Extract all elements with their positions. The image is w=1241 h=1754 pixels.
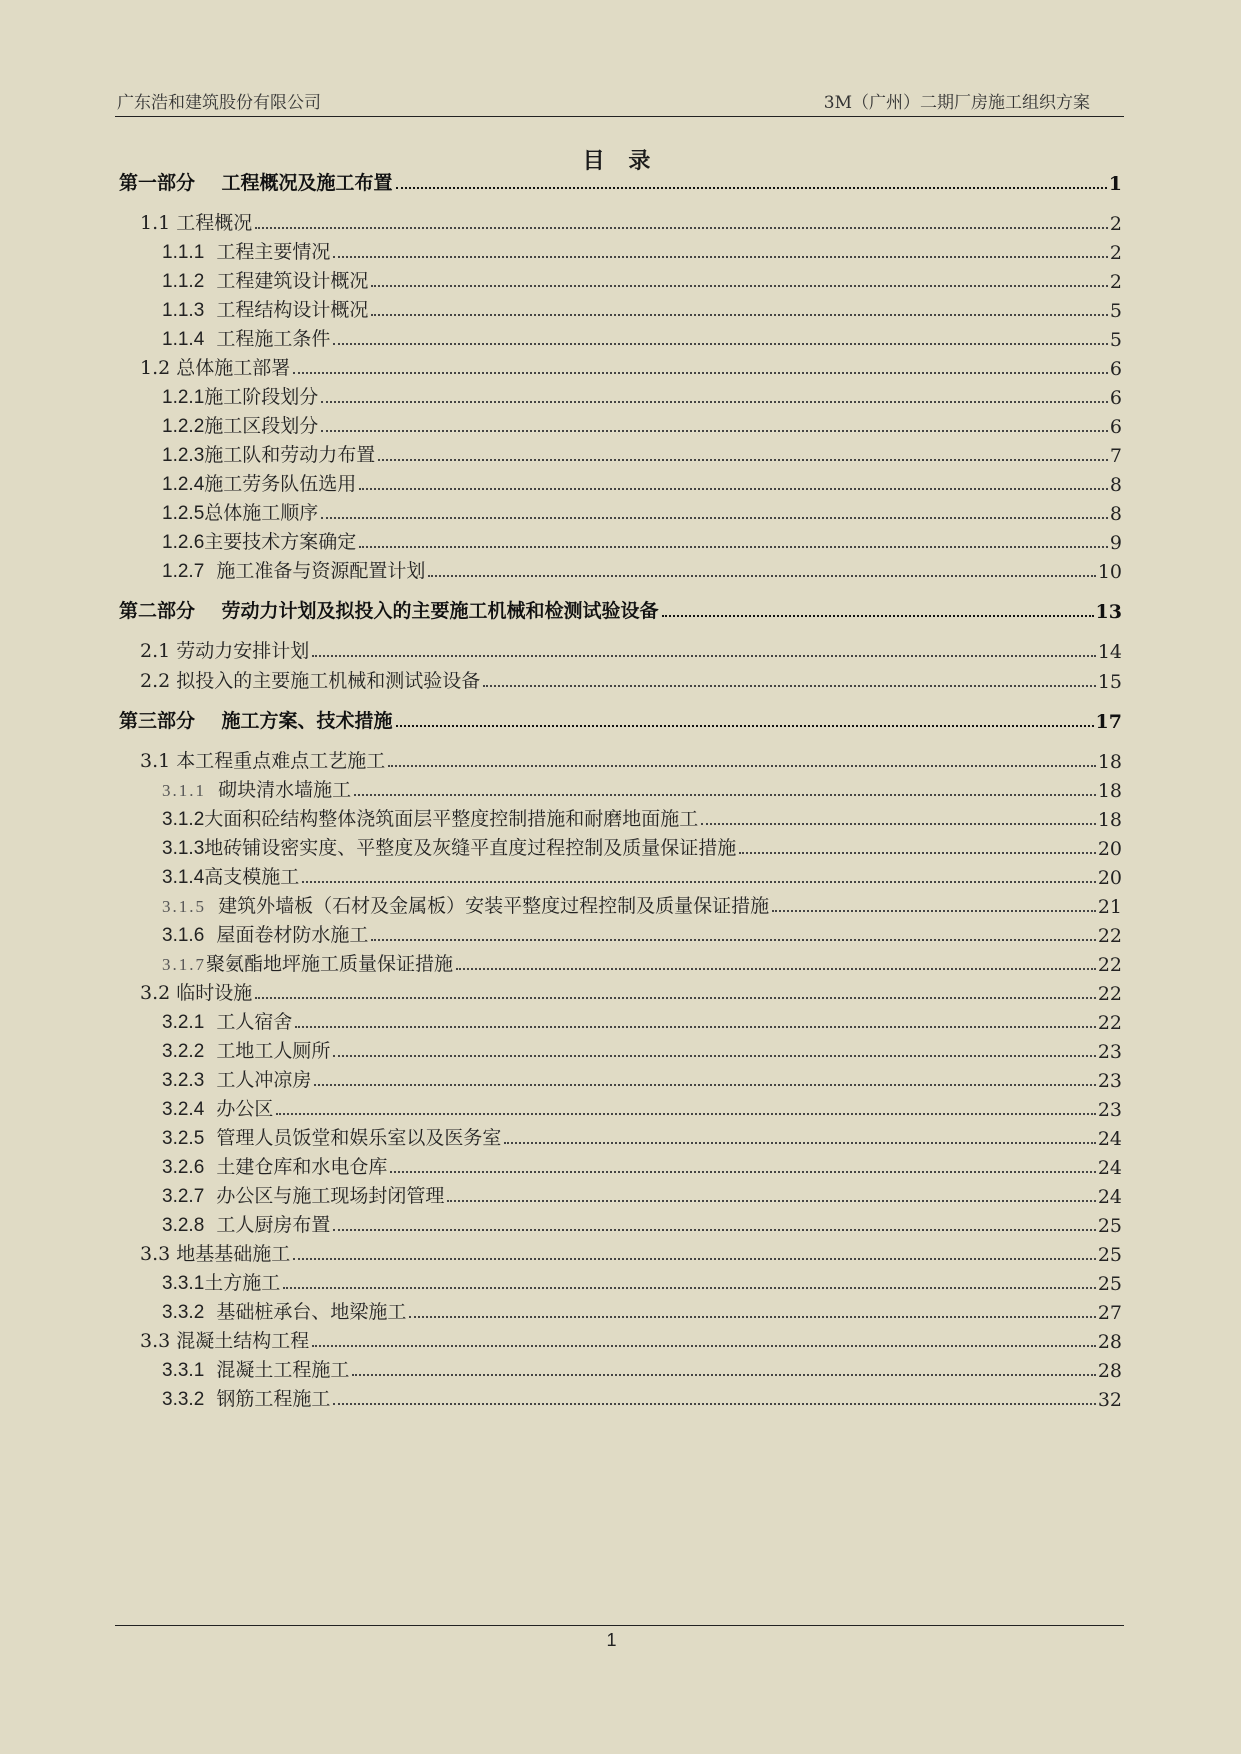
toc-entry-label bbox=[162, 1094, 275, 1121]
toc-entry-number: 1.1.1 bbox=[162, 242, 205, 263]
toc-entry-label bbox=[162, 382, 320, 409]
toc-entry-separator bbox=[204, 924, 216, 946]
toc-leader-dots bbox=[293, 372, 1108, 374]
toc-entry-number: 1.2.2 bbox=[162, 416, 205, 437]
toc-section-entry[interactable] bbox=[140, 667, 1122, 693]
toc-entry-page: 18 bbox=[1097, 780, 1122, 802]
toc-entry-number: 第三部分 bbox=[119, 710, 196, 732]
toc-entry-separator bbox=[204, 1156, 216, 1178]
toc-subsection-entry[interactable] bbox=[162, 1269, 1122, 1295]
toc-entry-page: 28 bbox=[1097, 1331, 1122, 1353]
toc-leader-dots bbox=[428, 575, 1095, 577]
toc-entry-number: 1.2.1 bbox=[162, 387, 205, 408]
toc-entry-label bbox=[140, 978, 254, 1005]
toc-entry-separator bbox=[204, 1301, 216, 1323]
toc-leader-dots bbox=[293, 1258, 1096, 1260]
toc-entry-number: 1.2.6 bbox=[162, 532, 205, 553]
toc-entry-page: 2 bbox=[1109, 213, 1122, 235]
toc-entry-text: 高支模施工 bbox=[204, 866, 300, 888]
toc-entry-label bbox=[162, 324, 332, 351]
toc-entry-label bbox=[162, 527, 358, 554]
toc-entry-page: 6 bbox=[1109, 358, 1122, 380]
toc-entry-label bbox=[162, 1007, 294, 1034]
toc-entry-text: 拟投入的主要施工机械和测试验设备 bbox=[176, 670, 481, 692]
toc-subsection-entry[interactable] bbox=[162, 776, 1122, 802]
toc-leader-dots bbox=[447, 1200, 1095, 1202]
toc-entry-text: 建筑外墙板（石材及金属板）安装平整度过程控制及质量保证措施 bbox=[218, 895, 770, 917]
toc-leader-dots bbox=[321, 430, 1108, 432]
toc-entry-separator bbox=[204, 1011, 216, 1033]
toc-entry-label bbox=[140, 208, 254, 235]
toc-entry-page: 14 bbox=[1097, 641, 1122, 663]
toc-entry-label bbox=[162, 1268, 282, 1295]
toc-entry-label bbox=[162, 1210, 332, 1237]
toc-subsection-entry[interactable] bbox=[162, 325, 1122, 351]
toc-entry-label bbox=[162, 469, 358, 496]
toc-entry-text: 本工程重点难点工艺施工 bbox=[176, 750, 386, 772]
toc-entry-text: 临时设施 bbox=[176, 982, 253, 1004]
toc-leader-dots bbox=[333, 343, 1108, 345]
toc-subsection-entry[interactable] bbox=[162, 834, 1122, 860]
toc-section-entry[interactable] bbox=[140, 354, 1122, 380]
toc-entry-number: 3.2.1 bbox=[162, 1012, 205, 1033]
toc-leader-dots bbox=[255, 997, 1096, 999]
toc-entry-page: 6 bbox=[1109, 416, 1122, 438]
toc-leader-dots bbox=[662, 615, 1094, 617]
toc-leader-dots bbox=[371, 939, 1095, 941]
toc-entry-page: 27 bbox=[1097, 1302, 1122, 1324]
toc-entry-text: 管理人员饭堂和娱乐室以及医务室 bbox=[216, 1127, 502, 1149]
page-number: 1 bbox=[606, 1630, 617, 1650]
toc-entry-page: 10 bbox=[1097, 561, 1122, 583]
toc-entry-separator bbox=[204, 299, 216, 321]
toc-entry-separator bbox=[204, 1185, 216, 1207]
toc-entry-text: 总体施工顺序 bbox=[204, 502, 319, 524]
toc-entry-page: 22 bbox=[1097, 983, 1122, 1005]
toc-entry-number: 1.2.4 bbox=[162, 474, 205, 495]
toc-entry-page: 32 bbox=[1097, 1389, 1122, 1411]
toc-subsection-entry[interactable] bbox=[162, 1298, 1122, 1324]
toc-entry-number: 1.1 bbox=[140, 212, 171, 234]
toc-entry-text: 工程概况及施工布置 bbox=[221, 172, 393, 194]
page-header bbox=[115, 86, 1124, 117]
toc-entry-page: 8 bbox=[1109, 503, 1122, 525]
toc-entry-text: 工程结构设计概况 bbox=[216, 299, 369, 321]
toc-leader-dots bbox=[333, 1403, 1095, 1405]
toc-entry-text: 主要技术方案确定 bbox=[204, 531, 357, 553]
toc-entry-number: 2.1 bbox=[140, 640, 171, 662]
toc-entry-label bbox=[162, 266, 370, 293]
toc-entry-label bbox=[162, 498, 320, 525]
toc-leader-dots bbox=[333, 1229, 1095, 1231]
toc-entry-label bbox=[162, 1123, 503, 1150]
toc-entry-label bbox=[162, 556, 427, 583]
toc-leader-dots bbox=[321, 401, 1108, 403]
toc-leader-dots bbox=[388, 765, 1096, 767]
toc-section-entry[interactable] bbox=[140, 1327, 1122, 1353]
toc-entry-text: 砌块清水墙施工 bbox=[218, 779, 352, 801]
toc-entry-text: 总体施工部署 bbox=[176, 357, 291, 379]
toc-entry-label bbox=[162, 775, 353, 802]
toc-subsection-entry[interactable] bbox=[162, 296, 1122, 322]
toc-entry-number: 3.3 bbox=[140, 1243, 171, 1265]
toc-subsection-entry[interactable] bbox=[162, 499, 1122, 525]
toc-entry-number: 1.1.3 bbox=[162, 300, 205, 321]
toc-leader-dots bbox=[359, 546, 1108, 548]
toc-subsection-entry[interactable] bbox=[162, 1124, 1122, 1150]
toc-entry-separator bbox=[204, 1388, 216, 1410]
toc-entry-page: 22 bbox=[1097, 925, 1122, 947]
toc-entry-page: 23 bbox=[1097, 1070, 1122, 1092]
toc-entry-label bbox=[162, 949, 455, 976]
toc-section-entry[interactable] bbox=[140, 637, 1122, 663]
toc-part-entry[interactable] bbox=[119, 597, 1122, 623]
toc-subsection-entry[interactable] bbox=[162, 528, 1122, 554]
toc-entry-separator bbox=[204, 1040, 216, 1062]
toc-entry-number: 3.3.2 bbox=[162, 1389, 205, 1410]
toc-entry-text: 混凝土结构工程 bbox=[176, 1330, 310, 1352]
toc-entry-page: 18 bbox=[1097, 751, 1122, 773]
toc-entry-page: 6 bbox=[1109, 387, 1122, 409]
toc-entry-separator bbox=[204, 328, 216, 350]
toc-entry-text: 工地工人厕所 bbox=[216, 1040, 331, 1062]
toc-subsection-entry[interactable] bbox=[162, 1356, 1122, 1382]
toc-subsection-entry[interactable] bbox=[162, 470, 1122, 496]
toc-leader-dots bbox=[359, 488, 1108, 490]
toc-entry-number: 3.2 bbox=[140, 982, 171, 1004]
toc-entry-page: 20 bbox=[1097, 838, 1122, 860]
toc-entry-text: 工人宿舍 bbox=[216, 1011, 293, 1033]
toc-leader-dots bbox=[772, 910, 1096, 912]
toc-entry-number: 3.2.7 bbox=[162, 1186, 205, 1207]
toc-entry-text: 钢筋工程施工 bbox=[216, 1388, 331, 1410]
toc-part-entry[interactable] bbox=[119, 707, 1122, 733]
toc-entry-text: 地基基础施工 bbox=[176, 1243, 291, 1265]
toc-entry-number: 3.2.4 bbox=[162, 1099, 205, 1120]
toc-entry-label bbox=[140, 1326, 311, 1353]
toc-entry-label bbox=[162, 1036, 332, 1063]
toc-entry-text: 土方施工 bbox=[204, 1272, 281, 1294]
toc-subsection-entry[interactable] bbox=[162, 1037, 1122, 1063]
toc-entry-page: 20 bbox=[1097, 867, 1122, 889]
toc-entry-page: 22 bbox=[1097, 1012, 1122, 1034]
toc-entry-separator bbox=[195, 600, 221, 622]
toc-entry-page: 1 bbox=[1108, 173, 1122, 195]
toc-entry-separator bbox=[204, 270, 216, 292]
toc-heading: 目 录 bbox=[582, 148, 659, 174]
toc-entry-label bbox=[140, 636, 311, 663]
toc-entry-separator bbox=[204, 1359, 216, 1381]
toc-entry-page: 7 bbox=[1109, 445, 1122, 467]
toc-leader-dots bbox=[701, 823, 1096, 825]
toc-entry-number: 3.3.2 bbox=[162, 1302, 205, 1323]
toc-entry-page: 22 bbox=[1097, 954, 1122, 976]
toc-leader-dots bbox=[396, 725, 1094, 727]
toc-leader-dots bbox=[409, 1316, 1095, 1318]
toc-entry-separator bbox=[204, 1127, 216, 1149]
toc-entry-separator bbox=[204, 1214, 216, 1236]
toc-entry-number: 3.2.2 bbox=[162, 1041, 205, 1062]
footer-divider bbox=[115, 1625, 1124, 1626]
toc-leader-dots bbox=[390, 1171, 1095, 1173]
toc-entry-label bbox=[119, 706, 395, 733]
toc-entry-number: 3.1.3 bbox=[162, 838, 205, 859]
toc-entry-separator bbox=[204, 1098, 216, 1120]
toc-leader-dots bbox=[352, 1374, 1095, 1376]
toc-entry-label bbox=[162, 1065, 313, 1092]
toc-leader-dots bbox=[333, 1055, 1095, 1057]
toc-entry-separator bbox=[204, 1069, 216, 1091]
toc-entry-page: 9 bbox=[1109, 532, 1122, 554]
toc-entry-separator bbox=[206, 895, 218, 917]
toc-entry-label bbox=[162, 1297, 408, 1324]
toc-entry-label bbox=[162, 411, 320, 438]
toc-section-entry[interactable] bbox=[140, 979, 1122, 1005]
toc-entry-page: 2 bbox=[1109, 242, 1122, 264]
toc-entry-number: 1.2.3 bbox=[162, 445, 205, 466]
toc-leader-dots bbox=[333, 256, 1108, 258]
toc-entry-separator bbox=[206, 779, 218, 801]
toc-entry-number: 2.2 bbox=[140, 670, 171, 692]
toc-leader-dots bbox=[378, 459, 1108, 461]
toc-subsection-entry[interactable] bbox=[162, 267, 1122, 293]
toc-entry-page: 18 bbox=[1097, 809, 1122, 831]
toc-entry-number: 1.2.5 bbox=[162, 503, 205, 524]
toc-entry-text: 劳动力安排计划 bbox=[176, 640, 310, 662]
toc-entry-page: 23 bbox=[1097, 1099, 1122, 1121]
toc-entry-text: 施工队和劳动力布置 bbox=[204, 444, 376, 466]
toc-entry-page: 5 bbox=[1109, 300, 1122, 322]
toc-entry-text: 施工阶段划分 bbox=[204, 386, 319, 408]
toc-entry-text: 聚氨酯地坪施工质量保证措施 bbox=[206, 953, 454, 975]
toc-entry-text: 工程施工条件 bbox=[216, 328, 331, 350]
toc-leader-dots bbox=[371, 285, 1108, 287]
toc-entry-number: 3.2.3 bbox=[162, 1070, 205, 1091]
toc-leader-dots bbox=[312, 1345, 1096, 1347]
toc-entry-number: 3.3.1 bbox=[162, 1360, 205, 1381]
toc-subsection-entry[interactable] bbox=[162, 1153, 1122, 1179]
toc-subsection-entry[interactable] bbox=[162, 1182, 1122, 1208]
toc-entry-label bbox=[162, 1384, 332, 1411]
toc-leader-dots bbox=[276, 1113, 1095, 1115]
toc-entry-page: 15 bbox=[1097, 671, 1122, 693]
toc-section-entry[interactable] bbox=[140, 209, 1122, 235]
toc-entry-number: 3.2.6 bbox=[162, 1157, 205, 1178]
toc-entry-text: 工人厨房布置 bbox=[216, 1214, 331, 1236]
toc-entry-label bbox=[162, 1355, 351, 1382]
toc-entry-number: 第一部分 bbox=[119, 172, 196, 194]
toc-entry-page: 13 bbox=[1095, 601, 1122, 623]
toc-subsection-entry[interactable] bbox=[162, 383, 1122, 409]
toc-subsection-entry[interactable] bbox=[162, 557, 1122, 583]
toc-entry-number: 3.1.1 bbox=[162, 781, 206, 800]
toc-section-entry[interactable] bbox=[140, 1240, 1122, 1266]
toc-entry-number: 3.1.5 bbox=[162, 897, 206, 916]
toc-entry-label bbox=[162, 920, 370, 947]
toc-entry-text: 劳动力计划及拟投入的主要施工机械和检测试验设备 bbox=[221, 600, 659, 622]
toc-leader-dots bbox=[314, 1084, 1095, 1086]
toc-entry-text: 屋面卷材防水施工 bbox=[216, 924, 369, 946]
toc-entry-page: 8 bbox=[1109, 474, 1122, 496]
toc-entry-page: 24 bbox=[1097, 1157, 1122, 1179]
toc-entry-page: 2 bbox=[1109, 271, 1122, 293]
toc-entry-label bbox=[162, 237, 332, 264]
toc-entry-text: 基础桩承台、地梁施工 bbox=[216, 1301, 407, 1323]
toc-entry-text: 办公区 bbox=[216, 1098, 274, 1120]
toc-entry-number: 3.2.8 bbox=[162, 1215, 205, 1236]
toc-entry-number: 3.2.5 bbox=[162, 1128, 205, 1149]
toc-leader-dots bbox=[739, 852, 1096, 854]
toc-leader-dots bbox=[283, 1287, 1096, 1289]
toc-entry-text: 混凝土工程施工 bbox=[216, 1359, 350, 1381]
toc-entry-number: 3.1.4 bbox=[162, 867, 205, 888]
toc-entry-number: 3.1 bbox=[140, 750, 171, 772]
toc-entry-label bbox=[162, 1181, 446, 1208]
toc-entry-number: 3.1.6 bbox=[162, 925, 205, 946]
toc-entry-separator bbox=[195, 172, 221, 194]
toc-entry-page: 28 bbox=[1097, 1360, 1122, 1382]
toc-entry-label bbox=[140, 1239, 292, 1266]
toc-entry-label bbox=[162, 833, 738, 860]
toc-leader-dots bbox=[396, 187, 1107, 189]
toc-entry-number: 3.3 bbox=[140, 1330, 171, 1352]
toc-leader-dots bbox=[255, 227, 1108, 229]
toc-subsection-entry[interactable] bbox=[162, 892, 1122, 918]
toc-entry-text: 地砖铺设密实度、平整度及灰缝平直度过程控制及质量保证措施 bbox=[204, 837, 737, 859]
toc-entry-page: 24 bbox=[1097, 1186, 1122, 1208]
toc-entry-label bbox=[162, 295, 370, 322]
toc-entry-separator bbox=[204, 241, 216, 263]
toc-entry-label bbox=[162, 804, 700, 831]
toc-entry-label bbox=[162, 440, 377, 467]
toc-entry-text: 土建仓库和水电仓库 bbox=[216, 1156, 388, 1178]
toc-subsection-entry[interactable] bbox=[162, 238, 1122, 264]
toc-entry-number: 1.2.7 bbox=[162, 561, 205, 582]
toc-subsection-entry[interactable] bbox=[162, 863, 1122, 889]
toc-subsection-entry[interactable] bbox=[162, 1008, 1122, 1034]
toc-leader-dots bbox=[302, 881, 1096, 883]
toc-entry-text: 大面积砼结构整体浇筑面层平整度控制措施和耐磨地面施工 bbox=[204, 808, 699, 830]
toc-entry-number: 第二部分 bbox=[119, 600, 196, 622]
toc-leader-dots bbox=[321, 517, 1108, 519]
toc-entry-number: 1.2 bbox=[140, 357, 171, 379]
toc-subsection-entry[interactable] bbox=[162, 921, 1122, 947]
toc-entry-page: 17 bbox=[1095, 711, 1122, 733]
toc-entry-page: 25 bbox=[1097, 1244, 1122, 1266]
toc-entry-label bbox=[119, 596, 661, 623]
company-name: 广东浩和建筑股份有限公司 bbox=[117, 93, 321, 113]
document-title: 3M（广州）二期厂房施工组织方案 bbox=[823, 93, 1090, 113]
toc-part-entry[interactable] bbox=[119, 169, 1122, 195]
toc-entry-text: 施工劳务队伍选用 bbox=[204, 473, 357, 495]
toc-entry-label bbox=[162, 1152, 389, 1179]
toc-entry-separator bbox=[204, 560, 216, 582]
toc-leader-dots bbox=[312, 655, 1096, 657]
toc-entry-label bbox=[140, 666, 482, 693]
toc-entry-label bbox=[140, 353, 292, 380]
toc-entry-label bbox=[140, 746, 387, 773]
toc-subsection-entry[interactable] bbox=[162, 805, 1122, 831]
toc-entry-number: 1.1.2 bbox=[162, 271, 205, 292]
toc-entry-page: 5 bbox=[1109, 329, 1122, 351]
toc-entry-page: 23 bbox=[1097, 1041, 1122, 1063]
toc-entry-page: 25 bbox=[1097, 1215, 1122, 1237]
toc-subsection-entry[interactable] bbox=[162, 441, 1122, 467]
toc-entry-label bbox=[162, 891, 771, 918]
toc-entry-text: 施工区段划分 bbox=[204, 415, 319, 437]
toc-subsection-entry[interactable] bbox=[162, 1211, 1122, 1237]
toc-entry-text: 工人冲凉房 bbox=[216, 1069, 312, 1091]
toc-entry-number: 3.1.2 bbox=[162, 809, 205, 830]
toc-subsection-entry[interactable] bbox=[162, 950, 1122, 976]
toc-leader-dots bbox=[456, 968, 1096, 970]
toc-section-entry[interactable] bbox=[140, 747, 1122, 773]
toc-entry-number: 1.1.4 bbox=[162, 329, 205, 350]
toc-entry-page: 24 bbox=[1097, 1128, 1122, 1150]
toc-entry-page: 25 bbox=[1097, 1273, 1122, 1295]
toc-entry-text: 工程主要情况 bbox=[216, 241, 331, 263]
toc-entry-label bbox=[162, 862, 301, 889]
toc-entry-page: 21 bbox=[1097, 896, 1122, 918]
toc-entry-text: 办公区与施工现场封闭管理 bbox=[216, 1185, 445, 1207]
toc-leader-dots bbox=[504, 1142, 1095, 1144]
toc-entry-label bbox=[119, 168, 395, 195]
toc-entry-separator bbox=[195, 710, 221, 732]
toc-entry-text: 施工方案、技术措施 bbox=[221, 710, 393, 732]
toc-leader-dots bbox=[371, 314, 1108, 316]
toc-subsection-entry[interactable] bbox=[162, 1066, 1122, 1092]
toc-entry-number: 3.1.7 bbox=[162, 955, 206, 974]
toc-subsection-entry[interactable] bbox=[162, 1385, 1122, 1411]
toc-leader-dots bbox=[295, 1026, 1095, 1028]
toc-entry-number: 3.3.1 bbox=[162, 1273, 205, 1294]
toc-leader-dots bbox=[483, 685, 1096, 687]
toc-entry-text: 工程建筑设计概况 bbox=[216, 270, 369, 292]
toc-entry-text: 工程概况 bbox=[176, 212, 253, 234]
toc-leader-dots bbox=[354, 794, 1096, 796]
toc-subsection-entry[interactable] bbox=[162, 412, 1122, 438]
toc-entry-text: 施工准备与资源配置计划 bbox=[216, 560, 426, 582]
toc-subsection-entry[interactable] bbox=[162, 1095, 1122, 1121]
